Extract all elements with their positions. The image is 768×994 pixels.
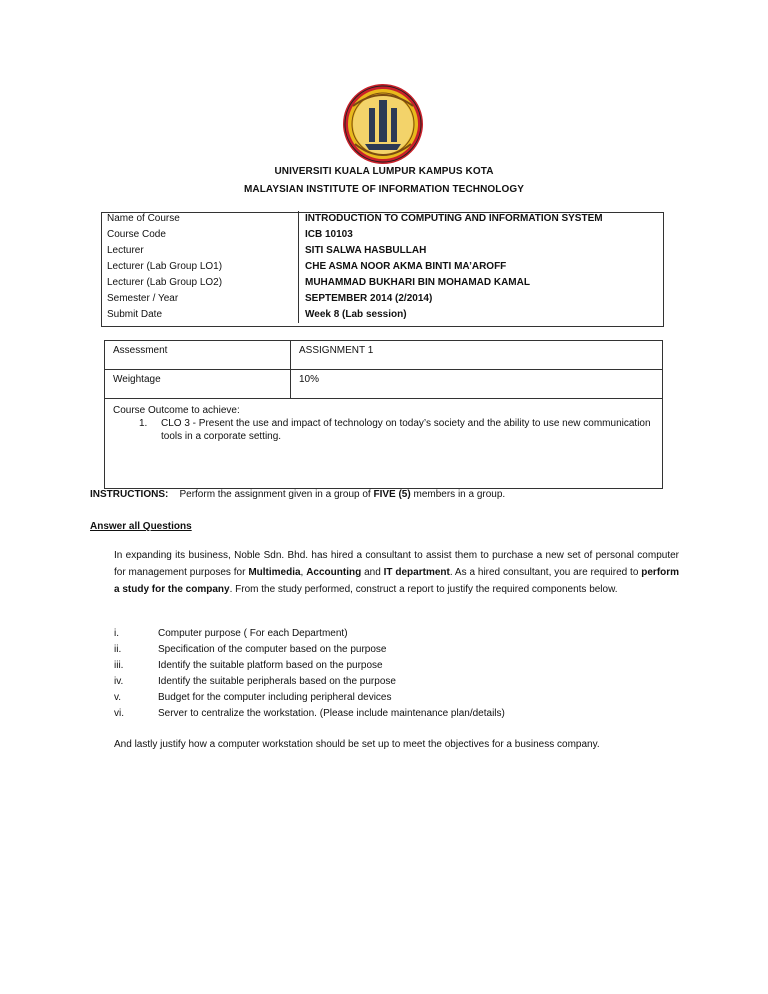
course-outcome-number: 1.: [139, 418, 148, 429]
instructions-label: INSTRUCTIONS:: [90, 489, 169, 500]
para-bold-study: perform a study for the company: [114, 567, 680, 595]
course-info-value: CHE ASMA NOOR AKMA BINTI MA’AROFF: [305, 261, 507, 272]
list-text: Identify the suitable platform based on the purpose: [158, 660, 383, 671]
instructions-text: Perform the assignment given in a group of: [179, 489, 371, 500]
weightage-value: 10%: [299, 374, 320, 385]
course-info-value: MUHAMMAD BUKHARI BIN MOHAMAD KAMAL: [305, 277, 530, 288]
list-item: [114, 626, 505, 642]
list-numeral: i.: [114, 628, 119, 639]
table-row: [101, 259, 664, 275]
course-info-value: Week 8 (Lab session): [305, 309, 407, 320]
table-row: [101, 211, 664, 227]
course-info-key: Lecturer (Lab Group LO2): [101, 275, 299, 291]
list-item: [114, 674, 505, 690]
list-item: [114, 658, 505, 674]
list-item: [114, 690, 505, 706]
question-paragraph: [114, 547, 679, 598]
table-row: [101, 275, 664, 291]
course-info-key: Lecturer: [101, 243, 299, 259]
list-text: Computer purpose ( For each Department): [158, 628, 348, 639]
course-outcome: [105, 399, 662, 488]
institute-name: MALAYSIAN INSTITUTE OF INFORMATION TECHNOLOGY: [243, 184, 525, 195]
assessment-table: [104, 340, 663, 489]
list-text: Specification of the computer based on the purpose: [158, 644, 387, 655]
para-text: In expanding its business, Noble Sdn. Bhd. has hired a consultant to assist them to purchase a new set of personal computer for management purposes for: [114, 550, 679, 578]
list-numeral: iii.: [114, 660, 124, 671]
list-numeral: vi.: [114, 708, 124, 719]
course-info-key: Lecturer (Lab Group LO1): [101, 259, 299, 275]
para-text: and: [364, 567, 381, 578]
list-numeral: iv.: [114, 676, 124, 687]
list-item: [114, 706, 505, 722]
list-text: Server to centralize the workstation. (Please include maintenance plan/details): [158, 708, 505, 719]
para-text: . As a hired consultant, you are required to: [449, 567, 639, 578]
table-row: [105, 370, 662, 399]
para-bold-it-department: IT department: [383, 567, 450, 578]
course-outcome-text: CLO 3 - Present the use and impact of technology on today’s society and the ability to use new communication tools in a corporate setting.: [161, 418, 651, 442]
table-row: [101, 227, 664, 243]
course-info-key: Submit Date: [101, 307, 299, 323]
list-item: [114, 642, 505, 658]
answer-all-heading: Answer all Questions: [90, 521, 192, 532]
weightage-label: Weightage: [105, 370, 291, 398]
course-outcome-title: Course Outcome to achieve:: [113, 405, 240, 416]
group-size: FIVE (5): [373, 489, 411, 500]
course-info-value: ICB 10103: [305, 229, 353, 240]
assessment-label: Assessment: [105, 341, 291, 369]
table-row: [101, 243, 664, 259]
course-info-key: Name of Course: [101, 211, 299, 227]
course-outcome-item: [139, 417, 654, 443]
requirements-list: [114, 626, 505, 722]
course-info-key: Course Code: [101, 227, 299, 243]
para-bold-multimedia: Multimedia: [248, 567, 301, 578]
para-text: . From the study performed, construct a report to justify the required components below.: [229, 584, 618, 595]
course-info-table: [101, 211, 664, 323]
table-row: [105, 341, 662, 370]
instructions-text-end: members in a group.: [413, 489, 506, 500]
course-info-key: Semester / Year: [101, 291, 299, 307]
para-text: ,: [300, 567, 304, 578]
course-info-value: SEPTEMBER 2014 (2/2014): [305, 293, 433, 304]
list-text: Budget for the computer including peripheral devices: [158, 692, 392, 703]
para-bold-accounting: Accounting: [306, 567, 362, 578]
list-text: Identify the suitable peripherals based on the purpose: [158, 676, 396, 687]
table-row: [101, 307, 664, 323]
list-numeral: v.: [114, 692, 122, 703]
list-numeral: ii.: [114, 644, 122, 655]
assessment-value: ASSIGNMENT 1: [299, 345, 374, 356]
university-name: UNIVERSITI KUALA LUMPUR KAMPUS KOTA: [274, 166, 494, 177]
university-crest-logo: [339, 82, 427, 166]
table-row: [101, 291, 664, 307]
course-info-value: INTRODUCTION TO COMPUTING AND INFORMATION SYSTEM: [305, 213, 603, 224]
closing-statement: And lastly justify how a computer workstation should be set up to meet the objectives for a business company.: [114, 739, 600, 750]
course-info-value: SITI SALWA HASBULLAH: [305, 245, 427, 256]
instructions-line: [90, 489, 505, 500]
